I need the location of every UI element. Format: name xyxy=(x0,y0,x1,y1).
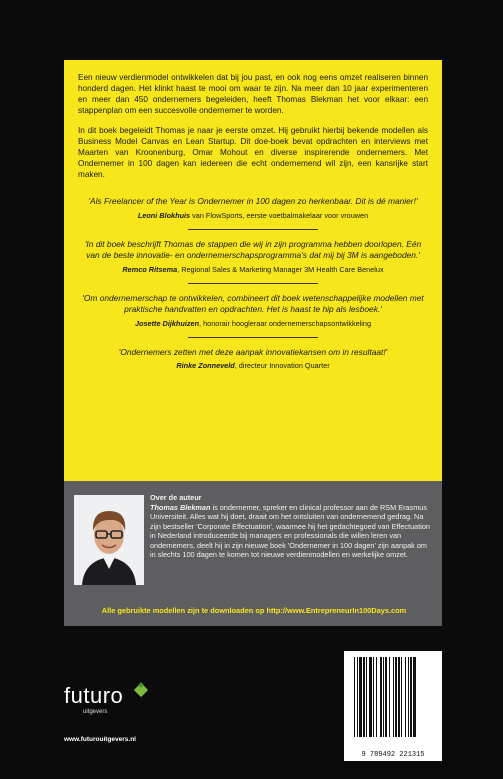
barcode-bar xyxy=(357,657,358,737)
author-panel xyxy=(64,481,442,626)
quote-divider xyxy=(188,337,318,338)
quote-2 xyxy=(78,239,428,275)
author-bio-text xyxy=(150,503,432,560)
download-link[interactable]: Alle gebruikte modellen zijn te downloaden op http://www.EntrepreneurIn100Days.com xyxy=(101,606,407,615)
barcode-bar xyxy=(413,657,416,737)
quote-author xyxy=(78,210,428,221)
quote-3 xyxy=(78,293,428,329)
barcode-bar xyxy=(369,657,372,737)
barcode-bar xyxy=(373,657,374,737)
barcode-bar xyxy=(383,657,384,737)
futuro-mark-icon xyxy=(132,681,150,699)
quote-text: 'Ondernemers zetten met deze aanpak innovatiekansen om in resultaat!' xyxy=(118,346,388,357)
quote-author xyxy=(78,318,428,329)
barcode-bar xyxy=(405,657,406,737)
barcode-bar xyxy=(408,657,409,737)
quote-1 xyxy=(78,196,428,221)
barcode-bar xyxy=(380,657,382,737)
barcode-bar xyxy=(363,657,365,737)
barcode-bar xyxy=(398,657,400,737)
quote-author-name: Josette Dijkhuizen xyxy=(134,318,200,328)
publisher-website[interactable]: www.futurouitgevers.nl xyxy=(64,736,136,743)
quote-author-name: Remco Ritsema xyxy=(122,264,178,274)
quote-author-role: , honorair hoogleraar ondernemerschapsontwikkeling xyxy=(199,318,372,328)
quote-divider xyxy=(188,283,318,284)
publisher-logo xyxy=(64,683,124,715)
barcode-bar xyxy=(385,657,387,737)
barcode-bar xyxy=(395,657,397,737)
quote-text: 'Als Freelancer of the Year is Ondernemer in 100 dagen zo herkenbaar. Dit is dé manier!' xyxy=(88,196,418,206)
quote-text: 'In dit boek beschrijft Thomas de stappen die wij in zijn programma hebben doorlopen. Eén van de beste innovatie- en ondernemerschapsprogramma's dat mij bij 3M is aangeboden.' xyxy=(84,238,422,260)
quote-author-role: , directeur Innovation Quarter xyxy=(234,361,330,370)
isbn-barcode xyxy=(344,651,442,761)
barcode-bar xyxy=(366,657,367,737)
intro-paragraph-1: Een nieuw verdienmodel ontwikkelen dat bij jou past, en ook nog eens omzet realiseren binnen honderd dagen. Het klinkt haast te mooi om waar te zijn. Na meer dan 10 jaar experimenteren en meer dan 450 ondernemers begeleiden, heeft Thomas Blekman het voor elkaar: een stappenplan om een succesvolle ondernemer te worden. xyxy=(78,73,428,115)
barcode-bar xyxy=(354,657,355,737)
barcode-bar xyxy=(376,657,377,737)
intro-paragraph-2: In dit boek begeleidt Thomas je naar je eerste omzet. Hij gebruikt hierbij bekende modellen als Business Model Canvas en Lean Startup. Dit doe-boek bevat opdrachten en interviews met Maarten van Kroonenburg, Omar Mohout en diverse inspirerende ondernemers. Met Ondernemer in 100 dagen kan iedereen die echt ondernemend wil zijn, een kansrijke start maken. xyxy=(78,126,428,179)
back-cover-text-panel xyxy=(64,60,442,481)
barcode-bar xyxy=(359,657,362,737)
author-bio-body: is ondernemer, spreker en clinical professor aan de RSM Erasmus Universiteit. Alles wat hij doet, draait om het ontsluiten van ondernemend gedrag. Na zijn bestseller 'Corporate Effectuation', waarmee hij het gedachtegoed van Effectuation in Nederland introduceerde bij managers en professionals die willen leren van ondernemers, deelt hij in zijn nieuwe boek 'Ondernemer in 100 dagen' zijn aanpak om in slechts 100 dagen te komen tot nieuwe verdienmodellen en werkelijke omzet. xyxy=(150,502,430,559)
publisher-logo-text: futuro xyxy=(64,683,124,708)
barcode-bar xyxy=(401,657,402,737)
quote-author-role: , Regional Sales & Marketing Manager 3M Health Care Benelux xyxy=(177,264,384,274)
publisher-logo-subtitle: uitgevers xyxy=(83,709,108,715)
isbn-number: 9 789492 221315 xyxy=(361,751,425,759)
barcode-bar xyxy=(389,657,390,737)
barcode-bars xyxy=(344,651,442,743)
quote-4 xyxy=(78,347,428,372)
author-bio xyxy=(150,493,432,560)
barcode-bar xyxy=(393,657,394,737)
quote-author xyxy=(78,360,428,371)
author-heading: Over de auteur xyxy=(150,493,202,502)
quote-author-role: van FlowSports, eerste voetbalmakelaar voor vrouwen xyxy=(192,210,369,220)
author-name: Thomas Blekman xyxy=(150,502,211,512)
author-photo xyxy=(74,495,144,585)
quote-author xyxy=(78,264,428,275)
quote-divider xyxy=(188,229,318,230)
quote-author-name: Rinke Zonneveld xyxy=(176,361,235,370)
quote-author-name: Leoni Blokhuis xyxy=(137,210,191,220)
barcode-bar xyxy=(410,657,412,737)
quote-text: 'Om ondernemerschap te ontwikkelen, combineert dit boek wetenschappelijke modellen met praktische handvatten en opdrachten. Het is haast te hip als lesboek.' xyxy=(82,292,424,314)
